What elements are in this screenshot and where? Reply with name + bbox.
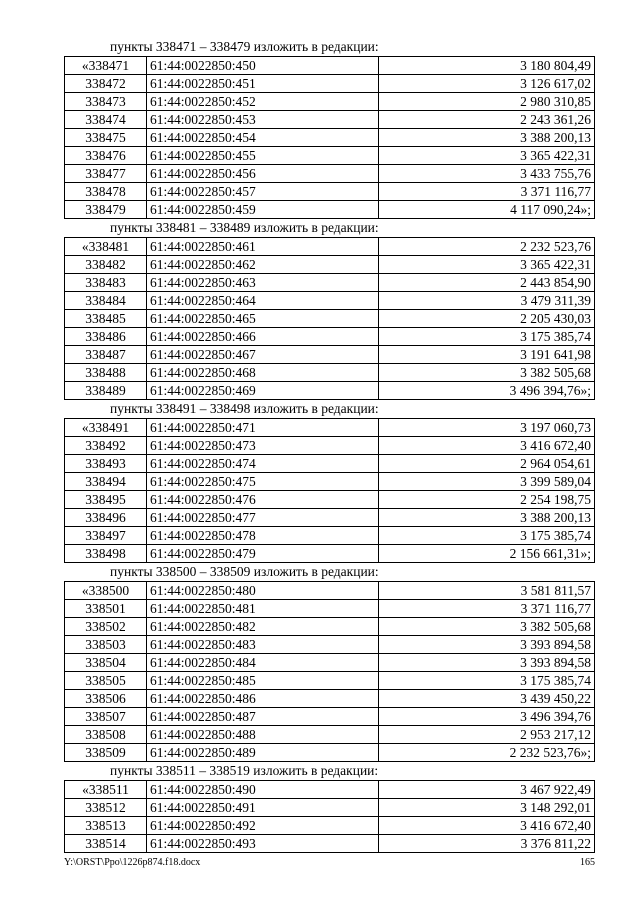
item-number-cell: «338481 bbox=[65, 238, 147, 256]
item-number-cell: 338479 bbox=[65, 201, 147, 219]
value-cell: 3 393 894,58 bbox=[379, 654, 595, 672]
item-number-cell: 338512 bbox=[65, 799, 147, 817]
table-row bbox=[65, 346, 595, 364]
section-intro: пункты 338481 – 338489 изложить в редакции: bbox=[110, 220, 379, 235]
table-row bbox=[65, 491, 595, 509]
value-cell: 4 117 090,24»; bbox=[379, 201, 595, 219]
item-number-cell: 338493 bbox=[65, 455, 147, 473]
value-cell: 3 496 394,76»; bbox=[379, 382, 595, 400]
section-intro: пункты 338511 – 338519 изложить в редакции: bbox=[110, 763, 379, 778]
table-row bbox=[65, 382, 595, 400]
value-cell: 3 467 922,49 bbox=[379, 781, 595, 799]
value-cell: 3 439 450,22 bbox=[379, 690, 595, 708]
section-intro: пункты 338471 – 338479 изложить в редакции: bbox=[110, 39, 379, 54]
item-number-cell: 338506 bbox=[65, 690, 147, 708]
value-cell: 3 433 755,76 bbox=[379, 165, 595, 183]
table-row bbox=[65, 201, 595, 219]
page-number: 165 bbox=[580, 857, 595, 868]
cadastral-number-cell: 61:44:0022850:463 bbox=[147, 274, 379, 292]
table-row bbox=[65, 310, 595, 328]
cadastral-number-cell: 61:44:0022850:489 bbox=[147, 744, 379, 762]
value-cell: 3 371 116,77 bbox=[379, 183, 595, 201]
item-number-cell: 338498 bbox=[65, 545, 147, 563]
cadastral-table bbox=[64, 56, 595, 219]
table-row bbox=[65, 509, 595, 527]
document-body bbox=[64, 38, 595, 853]
item-number-cell: 338488 bbox=[65, 364, 147, 382]
item-number-cell: 338477 bbox=[65, 165, 147, 183]
cadastral-number-cell: 61:44:0022850:453 bbox=[147, 111, 379, 129]
cadastral-number-cell: 61:44:0022850:480 bbox=[147, 582, 379, 600]
cadastral-number-cell: 61:44:0022850:492 bbox=[147, 817, 379, 835]
item-number-cell: 338472 bbox=[65, 75, 147, 93]
table-row bbox=[65, 93, 595, 111]
item-number-cell: 338505 bbox=[65, 672, 147, 690]
table-row bbox=[65, 817, 595, 835]
table-row bbox=[65, 835, 595, 853]
table-row bbox=[65, 781, 595, 799]
table-row bbox=[65, 545, 595, 563]
table-row bbox=[65, 527, 595, 545]
table-row bbox=[65, 129, 595, 147]
item-number-cell: 338474 bbox=[65, 111, 147, 129]
table-row bbox=[65, 744, 595, 762]
table-row bbox=[65, 75, 595, 93]
value-cell: 3 175 385,74 bbox=[379, 527, 595, 545]
table-row bbox=[65, 799, 595, 817]
item-number-cell: 338502 bbox=[65, 618, 147, 636]
table-row bbox=[65, 437, 595, 455]
value-cell: 3 175 385,74 bbox=[379, 672, 595, 690]
item-number-cell: 338485 bbox=[65, 310, 147, 328]
table-row bbox=[65, 654, 595, 672]
cadastral-number-cell: 61:44:0022850:488 bbox=[147, 726, 379, 744]
item-number-cell: 338514 bbox=[65, 835, 147, 853]
cadastral-number-cell: 61:44:0022850:471 bbox=[147, 419, 379, 437]
table-row bbox=[65, 455, 595, 473]
cadastral-number-cell: 61:44:0022850:477 bbox=[147, 509, 379, 527]
cadastral-number-cell: 61:44:0022850:479 bbox=[147, 545, 379, 563]
item-number-cell: «338511 bbox=[65, 781, 147, 799]
cadastral-number-cell: 61:44:0022850:484 bbox=[147, 654, 379, 672]
table-row bbox=[65, 364, 595, 382]
table-row bbox=[65, 292, 595, 310]
cadastral-number-cell: 61:44:0022850:483 bbox=[147, 636, 379, 654]
item-number-cell: 338508 bbox=[65, 726, 147, 744]
cadastral-number-cell: 61:44:0022850:457 bbox=[147, 183, 379, 201]
table-row bbox=[65, 419, 595, 437]
table-row bbox=[65, 726, 595, 744]
section-intro: пункты 338491 – 338498 изложить в редакции: bbox=[110, 401, 379, 416]
item-number-cell: 338504 bbox=[65, 654, 147, 672]
value-cell: 3 175 385,74 bbox=[379, 328, 595, 346]
table-row bbox=[65, 256, 595, 274]
item-number-cell: 338509 bbox=[65, 744, 147, 762]
cadastral-table bbox=[64, 237, 595, 400]
value-cell: 3 365 422,31 bbox=[379, 256, 595, 274]
value-cell: 3 382 505,68 bbox=[379, 364, 595, 382]
item-number-cell: 338487 bbox=[65, 346, 147, 364]
table-row bbox=[65, 690, 595, 708]
value-cell: 2 953 217,12 bbox=[379, 726, 595, 744]
value-cell: 3 180 804,49 bbox=[379, 57, 595, 75]
table-row bbox=[65, 582, 595, 600]
value-cell: 2 254 198,75 bbox=[379, 491, 595, 509]
table-row bbox=[65, 165, 595, 183]
cadastral-number-cell: 61:44:0022850:476 bbox=[147, 491, 379, 509]
item-number-cell: 338482 bbox=[65, 256, 147, 274]
item-number-cell: 338503 bbox=[65, 636, 147, 654]
item-number-cell: 338492 bbox=[65, 437, 147, 455]
item-number-cell: 338507 bbox=[65, 708, 147, 726]
item-number-cell: 338483 bbox=[65, 274, 147, 292]
table-row bbox=[65, 328, 595, 346]
item-number-cell: «338500 bbox=[65, 582, 147, 600]
cadastral-number-cell: 61:44:0022850:468 bbox=[147, 364, 379, 382]
item-number-cell: 338484 bbox=[65, 292, 147, 310]
cadastral-number-cell: 61:44:0022850:469 bbox=[147, 382, 379, 400]
table-row bbox=[65, 473, 595, 491]
cadastral-number-cell: 61:44:0022850:465 bbox=[147, 310, 379, 328]
cadastral-number-cell: 61:44:0022850:485 bbox=[147, 672, 379, 690]
value-cell: 3 382 505,68 bbox=[379, 618, 595, 636]
item-number-cell: 338473 bbox=[65, 93, 147, 111]
cadastral-number-cell: 61:44:0022850:452 bbox=[147, 93, 379, 111]
item-number-cell: 338497 bbox=[65, 527, 147, 545]
cadastral-number-cell: 61:44:0022850:491 bbox=[147, 799, 379, 817]
cadastral-number-cell: 61:44:0022850:487 bbox=[147, 708, 379, 726]
table-row bbox=[65, 147, 595, 165]
value-cell: 3 416 672,40 bbox=[379, 817, 595, 835]
cadastral-number-cell: 61:44:0022850:450 bbox=[147, 57, 379, 75]
item-number-cell: 338486 bbox=[65, 328, 147, 346]
value-cell: 3 365 422,31 bbox=[379, 147, 595, 165]
cadastral-number-cell: 61:44:0022850:459 bbox=[147, 201, 379, 219]
cadastral-number-cell: 61:44:0022850:466 bbox=[147, 328, 379, 346]
cadastral-number-cell: 61:44:0022850:467 bbox=[147, 346, 379, 364]
table-row bbox=[65, 600, 595, 618]
item-number-cell: 338489 bbox=[65, 382, 147, 400]
cadastral-number-cell: 61:44:0022850:464 bbox=[147, 292, 379, 310]
item-number-cell: 338501 bbox=[65, 600, 147, 618]
cadastral-number-cell: 61:44:0022850:474 bbox=[147, 455, 379, 473]
table-row bbox=[65, 274, 595, 292]
value-cell: 2 964 054,61 bbox=[379, 455, 595, 473]
cadastral-number-cell: 61:44:0022850:461 bbox=[147, 238, 379, 256]
value-cell: 3 376 811,22 bbox=[379, 835, 595, 853]
cadastral-number-cell: 61:44:0022850:478 bbox=[147, 527, 379, 545]
item-number-cell: 338475 bbox=[65, 129, 147, 147]
value-cell: 3 191 641,98 bbox=[379, 346, 595, 364]
value-cell: 3 496 394,76 bbox=[379, 708, 595, 726]
value-cell: 3 126 617,02 bbox=[379, 75, 595, 93]
table-row bbox=[65, 238, 595, 256]
cadastral-number-cell: 61:44:0022850:473 bbox=[147, 437, 379, 455]
table-row bbox=[65, 672, 595, 690]
table-row bbox=[65, 708, 595, 726]
value-cell: 3 371 116,77 bbox=[379, 600, 595, 618]
value-cell: 3 388 200,13 bbox=[379, 129, 595, 147]
cadastral-number-cell: 61:44:0022850:454 bbox=[147, 129, 379, 147]
value-cell: 2 232 523,76 bbox=[379, 238, 595, 256]
value-cell: 3 388 200,13 bbox=[379, 509, 595, 527]
cadastral-number-cell: 61:44:0022850:456 bbox=[147, 165, 379, 183]
item-number-cell: «338491 bbox=[65, 419, 147, 437]
cadastral-number-cell: 61:44:0022850:462 bbox=[147, 256, 379, 274]
item-number-cell: 338494 bbox=[65, 473, 147, 491]
value-cell: 3 393 894,58 bbox=[379, 636, 595, 654]
cadastral-table bbox=[64, 780, 595, 853]
cadastral-table bbox=[64, 418, 595, 563]
cadastral-number-cell: 61:44:0022850:482 bbox=[147, 618, 379, 636]
table-row bbox=[65, 111, 595, 129]
value-cell: 3 148 292,01 bbox=[379, 799, 595, 817]
cadastral-number-cell: 61:44:0022850:493 bbox=[147, 835, 379, 853]
cadastral-number-cell: 61:44:0022850:475 bbox=[147, 473, 379, 491]
value-cell: 2 243 361,26 bbox=[379, 111, 595, 129]
table-row bbox=[65, 618, 595, 636]
table-row bbox=[65, 57, 595, 75]
value-cell: 2 205 430,03 bbox=[379, 310, 595, 328]
table-row bbox=[65, 636, 595, 654]
item-number-cell: 338478 bbox=[65, 183, 147, 201]
value-cell: 3 197 060,73 bbox=[379, 419, 595, 437]
cadastral-number-cell: 61:44:0022850:486 bbox=[147, 690, 379, 708]
item-number-cell: «338471 bbox=[65, 57, 147, 75]
item-number-cell: 338513 bbox=[65, 817, 147, 835]
value-cell: 3 416 672,40 bbox=[379, 437, 595, 455]
value-cell: 3 479 311,39 bbox=[379, 292, 595, 310]
value-cell: 2 980 310,85 bbox=[379, 93, 595, 111]
cadastral-number-cell: 61:44:0022850:481 bbox=[147, 600, 379, 618]
cadastral-number-cell: 61:44:0022850:490 bbox=[147, 781, 379, 799]
item-number-cell: 338476 bbox=[65, 147, 147, 165]
value-cell: 2 443 854,90 bbox=[379, 274, 595, 292]
cadastral-number-cell: 61:44:0022850:455 bbox=[147, 147, 379, 165]
value-cell: 2 232 523,76»; bbox=[379, 744, 595, 762]
item-number-cell: 338496 bbox=[65, 509, 147, 527]
value-cell: 2 156 661,31»; bbox=[379, 545, 595, 563]
cadastral-table bbox=[64, 581, 595, 762]
cadastral-number-cell: 61:44:0022850:451 bbox=[147, 75, 379, 93]
value-cell: 3 399 589,04 bbox=[379, 473, 595, 491]
section-intro: пункты 338500 – 338509 изложить в редакции: bbox=[110, 564, 379, 579]
table-row bbox=[65, 183, 595, 201]
item-number-cell: 338495 bbox=[65, 491, 147, 509]
value-cell: 3 581 811,57 bbox=[379, 582, 595, 600]
footer-file-path: Y:\ORST\Ppo\1226p874.f18.docx bbox=[64, 857, 201, 868]
